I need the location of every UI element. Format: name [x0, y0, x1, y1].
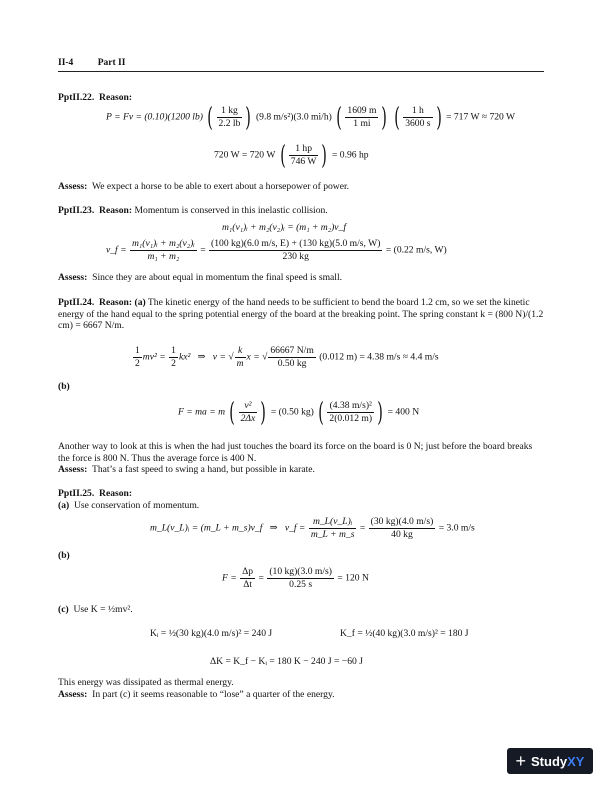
p25-equation-3a: Kᵢ = ½(30 kg)(4.0 m/s)² = 240 J [150, 628, 273, 639]
p25-part-b-label: (b) [58, 550, 70, 561]
p24-part-b-label: (b) [58, 381, 70, 392]
p23-assess: Assess: Since they are about equal in momentum the final speed is small. [58, 272, 343, 283]
problem-23-heading: PptII.23. Reason: Momentum is conserved in this inelastic collision. [58, 205, 328, 216]
p23-equation-1: m₁(v₁)ᵢ + m₂(v₂)ᵢ = (m₁ + m₂)v_f [222, 222, 346, 233]
p24-equation-1: $\frac{1}{2}$ mv² = $\frac{1}{2}$ kx² ⇒ v = √ $\frac{k}{m}$ x = √ $\frac{66667 N/m}{0.50 kg}$ (0.012 m) = 4.38 m/s ≈ 4.4 m/s [135, 345, 439, 369]
p25-part-c: (c) Use K = ½mv². [58, 604, 133, 615]
p25-conclusion: This energy was dissipated as thermal energy. Assess: In part (c) it seems reasonable to “lose” a quarter of the energy. [58, 677, 335, 700]
problem-25-heading: PptII.25. Reason: (a) Use conservation of momentum. [58, 488, 200, 511]
p22-equation-2: 720 W = 720 W ( $\frac{1 hp}{746 W}$ ) = 0.96 hp [214, 140, 369, 171]
page-number: II-4 [58, 58, 74, 68]
p24-equation-2: F = ma = m ( $\frac{\text{v²}}{2\Delta x}$ ) = (0.50 kg) ( $\frac{\text{(4.38 m/s)²}}{2(0.012 m)}$ ) = 400 N [178, 397, 420, 428]
p24-text-2: Another way to look at this is when the had just touches the board its force on the board is 0 N; just before the board breaks the force is 800 N. Thus the average force is 400 N. Assess: That’s a fast speed to swing a hand, but possible in karate. [58, 441, 533, 475]
p23-equation-2: v_f = $\frac{\text{m₁(v₁)ᵢ + m₂(v₂)ᵢ}}{\text{m₁ + m₂}}$ = $\frac{(100 kg)(6.0 m/s, E) + (130 kg)(5.0 m/s, W)}{230 kg}$ = (0.22 m/s, W) [106, 238, 447, 262]
page-header [58, 58, 147, 68]
p25-equation-2: F = $\frac{\Delta p}{\Delta t}$ = $\frac{(10 kg)(3.0 m/s)}{0.25 s}$ = 120 N [222, 566, 369, 590]
plus-icon: + [515, 750, 527, 771]
problem-22-heading: PptII.22. Reason: [58, 92, 133, 103]
p25-equation-3b: K_f = ½(40 kg)(3.0 m/s)² = 180 J [340, 628, 469, 639]
p22-assess: Assess: We expect a horse to be able to exert about a horsepower of power. [58, 181, 350, 192]
p25-equation-4: ΔK = K_f − Kᵢ = 180 K − 240 J = −60 J [210, 656, 363, 667]
header-rule [58, 71, 544, 72]
studyxy-logo[interactable]: + Study XY [507, 748, 593, 774]
problem-24-text: PptII.24. Reason: (a) The kinetic energy of the hand needs to be sufficient to bend the board 1.2 cm, so we set the kinetic energy of the hand equal to the spring potential energy of the board at the breaking point. The spring constant k = (800 N)/(1.2 cm) = 6667 N/m. [58, 297, 544, 331]
p25-equation-1: m_L(v_L)ᵢ = (m_L + m_s)v_f ⇒ v_f = $\frac{\text{m\_L(v\_L)ᵢ}}{m\_L + m\_s}$ = $\frac{(30 kg)(4.0 m/s)}{40 kg}$ = 3.0 m/s [150, 516, 475, 540]
p22-equation-1: P = Fv = (0.10)(1200 lb) ( $\frac{1 kg}{2.2 lb}$ ) (9.8 m/s²)(3.0 mi/h) ( $\frac{1609 m}{1 mi}$ ) ( $\frac{1 h}{3600 s}$ ) = 717 W ≈ 720 W [106, 102, 516, 133]
part-label: Part II [97, 58, 126, 68]
